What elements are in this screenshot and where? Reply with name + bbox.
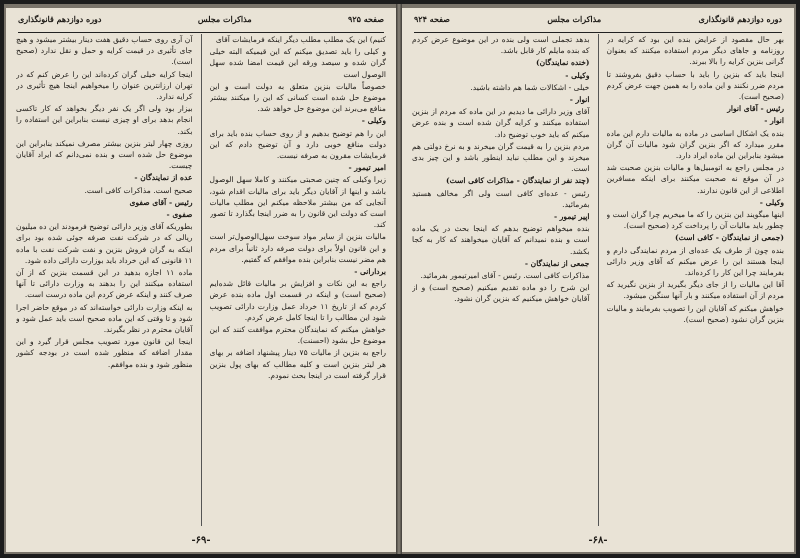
paragraph: بهر حال مقصود از عرایض بنده این بود که کرایه در روزنامه و جاهای دیگر مردم استفاده میکنند که بعنوان گرانی بنزین کرایه را بالا ببرند. [606, 35, 784, 67]
paragraph: و کیلی را باید تصدیق میکنم که این قیمیکه البته خیلی گران شده و سیصد ورقه این قیمت امضا شده سهل الوصول است [209, 47, 386, 79]
paragraph: راجع به این نکات و افزایش بر مالیات قائل شده‌ایم (صحیح است) و اینکه در قسمت اول ماده بنده عرض کردم که از تاریخ ۱۱ خرداد عمل وزارت دارائی تصویب شود این مطالب را تا اینجا کامل عرض کردم. [209, 279, 386, 322]
speaker-line: وکیلی - [361, 116, 386, 126]
left-header-center: مذاکرات مجلس [197, 14, 252, 24]
paragraph: اینجا باید که بنزین را باید با حساب دقیق بفروشند تا مردم ضرر نکنند و این ماده را به همین جهت عرض کردم (صحیح است). [606, 69, 784, 102]
paragraph: راجع به بنزین از مالیات ۷۵ دینار پیشنهاد اضافه بر بهای هر لیتر بنزین است و کلیه مطالب که بهای پول بنزین قرار گرفته است در اینجا بحث نمودم. [209, 348, 386, 380]
speaker-line: جمعی از نمایندگان - [524, 258, 590, 268]
left-header-page-number: صفحه ۹۲۵ [348, 14, 384, 24]
paragraph: این را هم توضیح بدهیم و از روی حساب بنده باید برای دولت منافع خوبی دارد و آن توضیح دادم که این فرمایشات مقرون به صرفه نیست. [209, 128, 386, 161]
paragraph: در مجلس راجع به اتومبیل‌ها و مالیات بنزین صحبت شد در آن موقع نه صحبت میکنند برای اینکه مسافرین اطلاعی از این قانون ندارند. [606, 163, 784, 195]
speaker-line: عده از نمایندگان - [134, 173, 193, 183]
right-page-header [414, 14, 782, 33]
speaker-line: بردارانی - [354, 267, 386, 277]
paragraph: بنده میخواهم توضیح بدهم که اینجا بحث در یک ماده است و بنده نمیدانم که آقایان میخواهند که کار به کجا بکشد. [412, 224, 590, 256]
column-rule [598, 34, 599, 526]
paragraph: به اینکه وزارت دارائی خواسته‌اند که در موقع حاضر اجرا شود و تا وقتی که این ماده صحیح است باید عمل شود و آقایان محترم در نظر بگیرند. [16, 302, 193, 335]
paragraph: اینها میگویند این بنزین را که ما میخریم چرا گران است و چطور باید مالیات آن را پرداخت کرد (صحیح است). [606, 210, 784, 231]
paragraph: آن آری روی حساب دقیق هفت دینار بیشتر میشود و هیچ جای تأثیری در قیمت کرایه و حمل و نقل ندارد (صحیح است). [16, 35, 193, 67]
left-page-header [18, 14, 384, 33]
right-page [402, 8, 794, 552]
right-header-page-number: صفحه ۹۲۴ [414, 14, 450, 24]
speaker-line: وکیلی - [565, 70, 590, 80]
paragraph: کنیم) این یک مطلب مطلب دیگر اینکه فرمایشات آقای [215, 35, 386, 44]
paragraph: خواهش میکنم که آقایان این را تصویب بفرمایند و مالیات بنزین گران نشود (صحیح است). [606, 303, 784, 324]
paragraph: اینجا کرایه خیلی گران کرده‌اند این را عرض کنم که در تهران ارزانترین عنوان را میخواهیم اینجا هیچ تأثیری در کرایه ندارد. [16, 69, 193, 102]
speaker-line: انوار - [764, 116, 784, 126]
paragraph: خیلی - اشکالات شما هم داشته باشید. [470, 82, 590, 92]
paragraph: بطوریکه آقای وزیر دارائی توضیح فرمودند این ده میلیون ریالی که در شرکت نفت صرفه جوئی شده بود برای اینکه به گران فروش بنزین و نفت شرکت نفت با ماده ۱۱ قانونی که این خرداد باید بوزارت دارائی داده شود. [16, 222, 193, 265]
paragraph: مردم بنزین را به قیمت گران میخرند و به نرخ دولتی هم میخرند و این مطلب نباید اینطور باشد و این چیز بدی است. [412, 141, 590, 174]
right-header-center: مذاکرات مجلس [547, 14, 602, 24]
scanned-book-spread [4, 4, 796, 554]
paragraph: ماده ۱۱ اجازه بدهید در این قسمت بنزین که از آن استفاده میکنند این را بدهند به وزارت دارائی تا آنها صرف کنند و اینکه عرض کردم این ماده درست است. [16, 268, 193, 300]
right-header-title: دوره دوازدهم قانونگذاری [698, 14, 782, 24]
left-folio: -۶۹- [191, 535, 211, 546]
left-header-title: دوره دوازدهم قانونگذاری [18, 14, 102, 24]
speaker-line: (خنده نمایندگان) [536, 58, 590, 68]
speaker-line: امیر تیمور - [348, 163, 386, 173]
speaker-line: صفوی - [166, 210, 193, 220]
right-page-col-right [607, 34, 785, 526]
right-folio: -۶۸- [588, 535, 608, 546]
paragraph: خصوصاً مالیات بنزین متعلق به دولت است و این موضوع حل شده است کسانی که این را میکنند بیشتر منافع می‌برند این موضوع حل خواهد شد. [209, 81, 386, 114]
paragraph: خواهش میکنم که نمایندگان محترم موافقت کنند که این موضوع حل بشود (احسنت). [209, 325, 386, 346]
paragraph: روزی چهار لیتر بنزین بیشتر مصرف نمیکند بنابراین این موضوع حل شده است و بنده نمی‌دانم که ایراد آقایان چیست. [16, 138, 193, 171]
paragraph: آقای وزیر دارائی ما دیدیم در این ماده که مردم از بنزین استفاده میکنند و کرایه گران شده است و بنده عرض میکنم که باید خوب توضیح داد. [412, 107, 590, 139]
paragraph: بنده چون از طرف یک عده‌ای از مردم نمایندگی دارم و اینجا هستند این را عرض میکنم که آقای وزیر دارائی بفرمایند چرا این کار را کرده‌اند. [606, 245, 784, 278]
paragraph: مالیات بنزین از سایر مواد سوخت سهل‌الوصول‌تر است و این قانون اولاً برای دولت صرفه دارد ثانیاً برای مردم هم مضر نیست بنابراین بنده موافقم که گفتیم. [209, 232, 386, 264]
paragraph: صحیح است. مذاکرات کافی است. [84, 185, 193, 195]
left-page-col-left [16, 34, 193, 526]
right-page-col-left [412, 34, 590, 526]
speaker-line: وکیلی - [759, 197, 784, 207]
paragraph: زیرا وکیلی که چنین صحبتی میکنند و کاملا سهل الوصول باشد و اینها از آقایان دیگر باید برای مالیات اقدام شود، آنجایی که من بیشتر ملاحظه میکنم این مطلب مالیات است که دولت این قانون را به ضرر اینجا بگذارد تا تصور کند. [209, 175, 386, 230]
paragraph: اینجا این قانون مورد تصویب مجلس قرار گیرد و این مقدار اضافه که منظور شده است در بودجه کشور منظور شود و بنده موافقم. [16, 337, 193, 369]
paragraph: مذاکرات کافی است. رئیس - آقای امیرتیمور بفرمائید. [420, 271, 590, 281]
speaker-line: انوار - [569, 95, 590, 105]
paragraph: بدهد تجملی است ولی بنده در این موضوع عرض کردم که بنده مایلم کار قابل باشد. [412, 35, 590, 56]
paragraph: بنده یک اشکال اساسی در ماده به مالیات دارم این ماده مقرر میدارد که اگر بنزین گران شود مالیات آن گران میشود بنابراین این ماده ایراد دارد. [606, 128, 784, 161]
paragraph: بیزار بود ولی اگر یک نفر دیگر بخواهد که کار تاکسی انجام بدهد برای او چیزی نیست بنابراین این استفاده را بکند. [16, 104, 193, 136]
paragraph: آقا این مالیات را از جای دیگر بگیرید از بنزین نگیرید که مردم از آن استفاده میکنند و بار آنها سنگین میشود. [606, 280, 784, 301]
speaker-line: (جمعی از نمایندگان - کافی است) [675, 233, 784, 243]
paragraph: این شرح را دو ماده تقدیم میکنیم (صحیح است) و از آقایان خواهش میکنیم که بنزین گران نشود. [412, 283, 590, 304]
speaker-line: رئیس - آقای صفوی [129, 197, 193, 207]
column-rule [201, 34, 202, 526]
left-page-col-right [210, 34, 387, 526]
speaker-line: (چند نفر از نمایندگان - مذاکرات کافی است) [446, 176, 590, 186]
speaker-line: رئیس - آقای انوار [727, 104, 784, 114]
left-page [6, 8, 396, 552]
paragraph: رئیس - عده‌ای کافی است ولی اگر مخالف هستید بفرمائید. [412, 188, 590, 209]
speaker-line: اپیر تیمور - [553, 212, 590, 222]
